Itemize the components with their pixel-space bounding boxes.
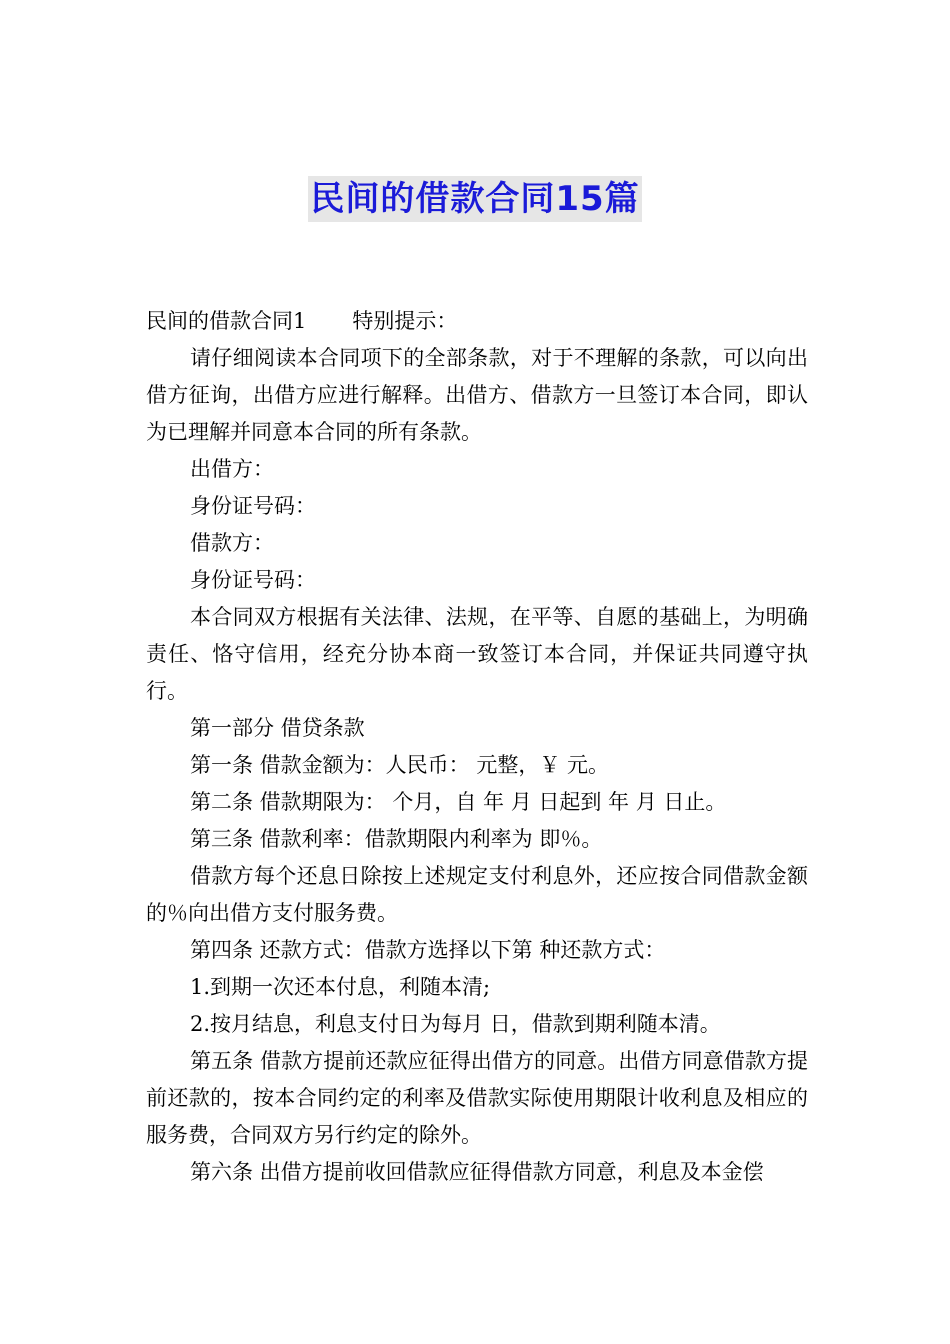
title-container [0,176,950,222]
paragraph-borrower-id: 身份证号码： [190,568,316,592]
paragraph-borrower: 借款方： [190,531,274,555]
paragraph-service-fee: 借款方每个还息日除按上述规定支付利息外，还应按合同借款金额的％向出借方支付服务费。 [146,864,808,925]
paragraph-article-4: 第四条 还款方式：借款方选择以下第 种还款方式： [190,938,666,962]
heading-line [146,303,808,340]
paragraph-article-3: 第三条 借款利率：借款期限内利率为 即％。 [190,827,603,851]
paragraph-article-6: 第六条 出借方提前收回借款应征得借款方同意，利息及本金偿 [190,1160,764,1184]
paragraph-notice: 请仔细阅读本合同项下的全部条款，对于不理解的条款，可以向出借方征询，出借方应进行解释。出借方、借款方一旦签订本合同，即认为已理解并同意本合同的所有条款。 [146,346,808,444]
paragraph-article-2: 第二条 借款期限为： 个月，自 年 月 日起到 年 月 日止。 [190,790,727,814]
contract-label: 民间的借款合同1 [146,309,307,333]
paragraph-article-5: 第五条 借款方提前还款应征得出借方的同意。出借方同意借款方提前还款的，按本合同约定的利率及借款实际使用期限计收利息及相应的服务费，合同双方另行约定的除外。 [146,1049,808,1147]
special-note-label: 特别提示： [352,309,458,333]
paragraph-lender: 出借方： [190,457,274,481]
paragraph-repay-option-2: 2.按月结息，利息支付日为每月 日，借款到期利随本清。 [190,1012,721,1036]
paragraph-preamble: 本合同双方根据有关法律、法规，在平等、自愿的基础上，为明确责任、恪守信用，经充分协本商一致签订本合同，并保证共同遵守执行。 [146,605,808,703]
paragraph-part-one: 第一部分 借贷条款 [190,716,365,740]
document-body [146,303,808,1191]
document-title: 民间的借款合同15篇 [308,176,641,222]
paragraph-repay-option-1: 1.到期一次还本付息，利随本清; [190,975,491,999]
paragraph-lender-id: 身份证号码： [190,494,316,518]
paragraph-article-1: 第一条 借款金额为：人民币： 元整，￥ 元。 [190,753,610,777]
